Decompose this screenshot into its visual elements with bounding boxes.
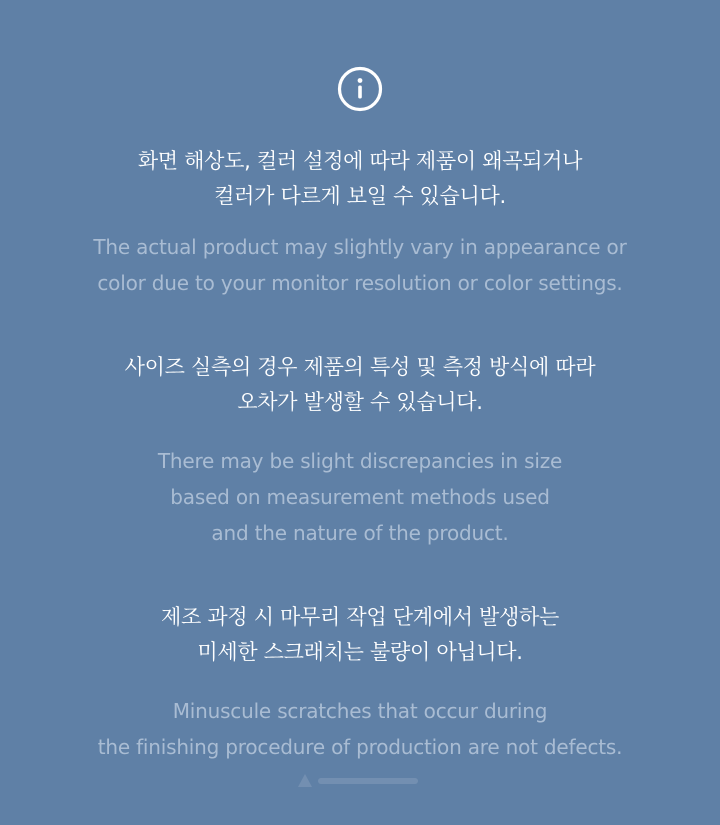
notice-3-english-line-1: Minuscule scratches that occur during — [172, 699, 548, 723]
notice-2-english-line-1: There may be slight discrepancies in size — [157, 449, 563, 473]
notice-3-english-line-2: the finishing procedure of production are not defects. — [97, 735, 623, 759]
notice-2-english-line-2: based on measurement methods used — [170, 485, 550, 509]
notice-2-korean-line-1: 사이즈 실측의 경우 제품의 특성 및 측정 방식에 따라 — [124, 355, 596, 379]
notice-3-korean — [0, 600, 720, 670]
notice-3-english — [0, 693, 720, 765]
notice-1-english-line-1: The actual product may slightly vary in appearance or — [93, 235, 627, 259]
notice-1-english-line-2: color due to your monitor resolution or color settings. — [97, 271, 623, 295]
notice-1-korean — [0, 144, 720, 214]
notice-1-english — [0, 229, 720, 301]
notice-2-korean — [0, 350, 720, 420]
notice-1-korean-line-2: 컬러가 다르게 보일 수 있습니다. — [214, 184, 506, 208]
watermark-logo — [296, 771, 426, 791]
notice-3-korean-line-2: 미세한 스크래치는 불량이 아닙니다. — [197, 640, 523, 664]
notice-2-english — [0, 443, 720, 551]
info-circle-icon — [337, 66, 383, 112]
notice-2-english-line-3: and the nature of the product. — [211, 521, 509, 545]
notice-2-korean-line-2: 오차가 발생할 수 있습니다. — [237, 390, 483, 414]
notice-3-korean-line-1: 제조 과정 시 마무리 작업 단계에서 발생하는 — [161, 605, 559, 629]
notice-1-korean-line-1: 화면 해상도, 컬러 설정에 따라 제품이 왜곡되거나 — [137, 149, 583, 173]
